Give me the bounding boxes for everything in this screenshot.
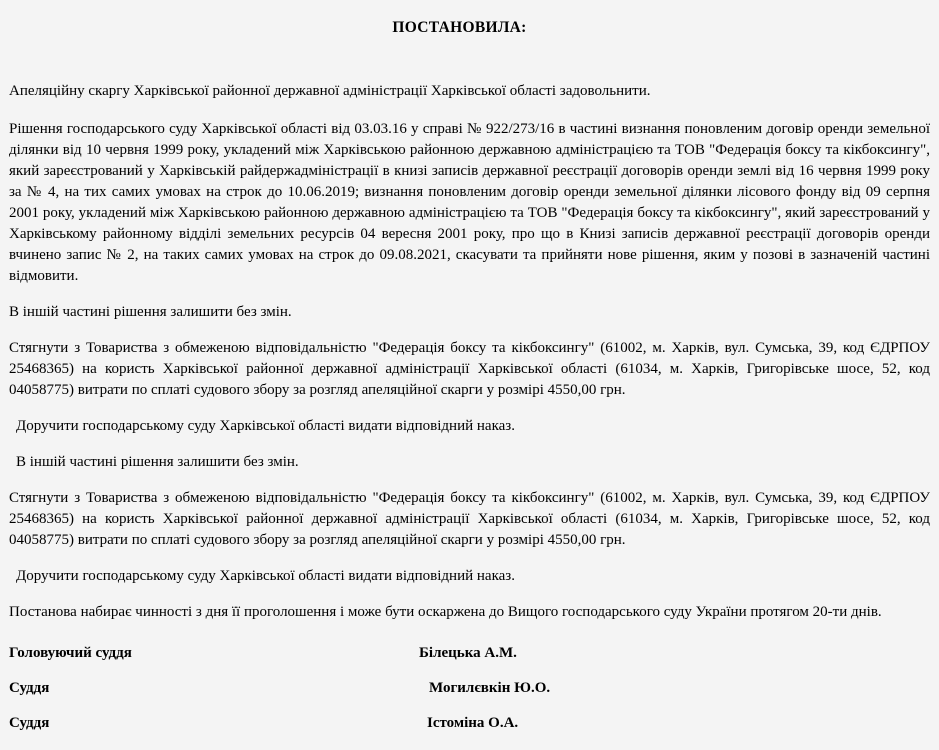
paragraph-appeal-granted: Апеляційну скаргу Харківської районної державної адміністрації Харківської області задовольнити. [9,83,651,99]
signature-row [9,680,930,715]
spacer [9,102,930,119]
paragraph-recover-costs-1: Стягнути з Товариства з обмеженою відповідальністю "Федерація боксу та кікбоксингу" (61002, м. Харків, вул. Сумська, 39, код ЄДРПОУ 25468365) на користь Харківської районної державної адміністрації Харківської області (61034, м. Харків, Григорівське шосе, 52, код 04058775) витрати по сплаті судового збору за розгляд апеляційної скарги у розмірі 4550,00 грн. [9,340,930,398]
spacer [9,587,930,602]
signature-block [9,645,930,750]
signature-role-judge-3: Суддя [9,715,50,731]
signature-role-judge-2: Суддя [9,680,50,696]
signature-role-presiding-judge: Головуючий суддя [9,645,132,661]
signature-name-judge-3: Істоміна О.А. [427,715,519,731]
signature-row [9,645,930,680]
paragraph-rest-unchanged-2: В іншій частині рішення залишити без змін. [16,454,299,470]
paragraph-rest-unchanged-1: В іншій частині рішення залишити без змін. [9,304,292,320]
signature-name-judge-2: Могилєвкін Ю.О. [429,680,551,696]
paragraph-decision-body: Рішення господарського суду Харківської області від 03.03.16 у справі № 922/273/16 в частині визнання поновленим договір оренди земельної ділянки від 10 червня 1999 року, укладений між Харківською районною державною адміністрацією та ТОВ "Федерація боксу та кікбоксингу", який зареєстрований у Харківській райдержадміністрації в книзі записів державної реєстрації договорів оренди землі від 16 червня 1999 року за № 4, на тих самих умовах на строк до 10.06.2019; визнання поновленим договір оренди земельної ділянки лісового фонду від 09 серпня 2001 року, укладений між Харківською районною державною адміністрацією та ТОВ "Федерація боксу та кікбоксингу", який зареєстрований у Харківському районному відділі земельних ресурсів 04 вересня 2001 року, про що в Книзі записів державної реєстрації договорів оренди вчинено запис № 2, на таких самих умовах на строк до 09.08.2021, скасувати та прийняти нове рішення, яким у позові в зазначеній частині відмовити. [9,121,930,284]
spacer [9,287,930,302]
spacer [9,401,930,416]
paragraph-order-issue-2: Доручити господарському суду Харківської області видати відповідний наказ. [16,568,515,584]
spacer [9,551,930,566]
signature-row [9,715,930,750]
spacer [9,323,930,338]
page-title: ПОСТАНОВИЛА: [392,19,527,36]
spacer [9,37,930,81]
paragraph-recover-costs-2: Стягнути з Товариства з обмеженою відповідальністю "Федерація боксу та кікбоксингу" (61002, м. Харків, вул. Сумська, 39, код ЄДРПОУ 25468365) на користь Харківської районної державної адміністрації Харківської області (61034, м. Харків, Григорівське шосе, 52, код 04058775) витрати по сплаті судового збору за розгляд апеляційної скарги у розмірі 4550,00 грн. [9,490,930,548]
paragraph-order-issue-1: Доручити господарському суду Харківської області видати відповідний наказ. [16,418,515,434]
paragraph-effective-date: Постанова набирає чинності з дня її проголошення і може бути оскаржена до Вищого господарського суду України протягом 20-ти днів. [9,604,882,620]
spacer [9,437,930,452]
signature-name-presiding-judge: Білецька А.М. [419,645,517,661]
spacer [9,473,930,488]
